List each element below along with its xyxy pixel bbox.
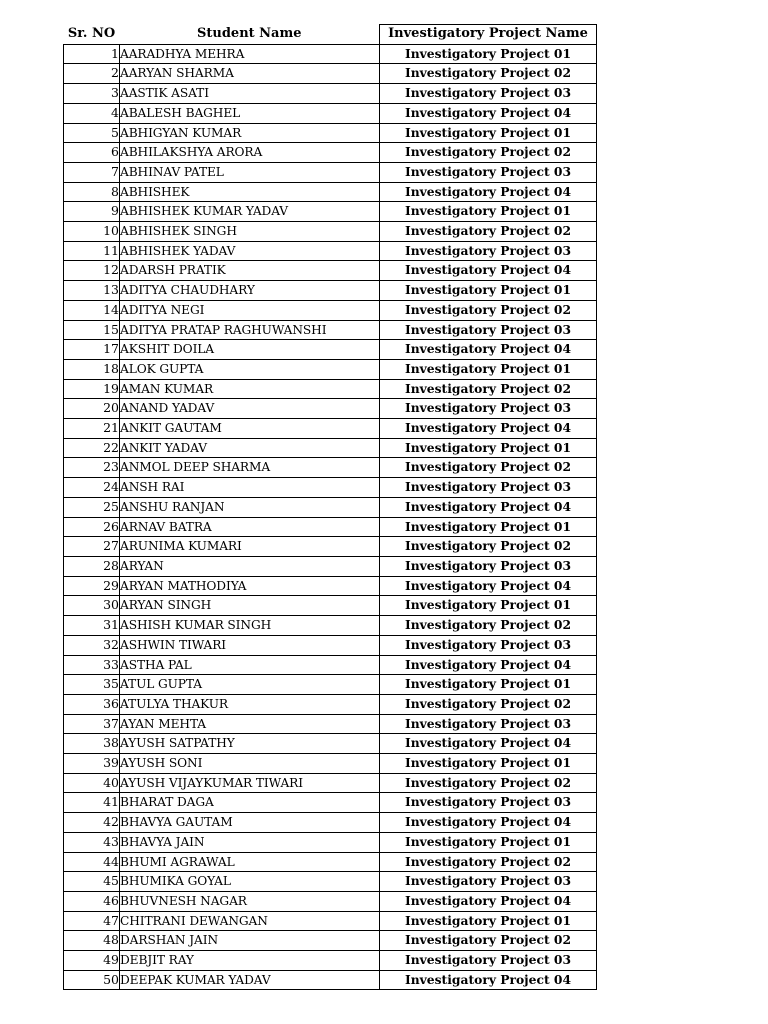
table-row: [64, 872, 597, 892]
table-row: [64, 596, 597, 616]
table-row: [64, 202, 597, 222]
project-name-cell: Investigatory Project 03: [380, 951, 597, 971]
table-row: [64, 970, 597, 990]
student-name-cell: ARYAN MATHODIYA: [120, 576, 380, 596]
table-row: [64, 734, 597, 754]
sr-no-cell: 8: [64, 182, 120, 202]
sr-no-cell: 37: [64, 714, 120, 734]
project-name-cell: Investigatory Project 04: [380, 182, 597, 202]
sr-no-cell: 32: [64, 635, 120, 655]
sr-no-cell: 45: [64, 872, 120, 892]
table-row: [64, 556, 597, 576]
sr-no-cell: 26: [64, 517, 120, 537]
student-name-cell: BHUVNESH NAGAR: [120, 891, 380, 911]
student-name-cell: AARYAN SHARMA: [120, 64, 380, 84]
student-name-cell: ARUNIMA KUMARI: [120, 537, 380, 557]
table-row: [64, 182, 597, 202]
header-row: [64, 25, 597, 45]
table-row: [64, 852, 597, 872]
sr-no-cell: 7: [64, 162, 120, 182]
student-name-cell: ANMOL DEEP SHARMA: [120, 458, 380, 478]
project-name-cell: Investigatory Project 03: [380, 320, 597, 340]
student-name-cell: ABHISHEK: [120, 182, 380, 202]
student-name-cell: ARNAV BATRA: [120, 517, 380, 537]
table-row: [64, 281, 597, 301]
table-row: [64, 832, 597, 852]
student-name-cell: ABALESH BAGHEL: [120, 103, 380, 123]
sr-no-cell: 43: [64, 832, 120, 852]
student-name-cell: ASTHA PAL: [120, 655, 380, 675]
sr-no-cell: 4: [64, 103, 120, 123]
project-name-cell: Investigatory Project 01: [380, 517, 597, 537]
table-row: [64, 517, 597, 537]
table-row: [64, 911, 597, 931]
project-name-cell: Investigatory Project 02: [380, 300, 597, 320]
table-row: [64, 64, 597, 84]
project-name-cell: Investigatory Project 04: [380, 103, 597, 123]
project-name-cell: Investigatory Project 03: [380, 556, 597, 576]
project-name-cell: Investigatory Project 02: [380, 379, 597, 399]
project-name-cell: Investigatory Project 03: [380, 714, 597, 734]
sr-no-cell: 2: [64, 64, 120, 84]
table-row: [64, 951, 597, 971]
student-name-cell: BHAVYA GAUTAM: [120, 813, 380, 833]
student-name-cell: ARYAN: [120, 556, 380, 576]
table-row: [64, 44, 597, 64]
project-name-cell: Investigatory Project 04: [380, 576, 597, 596]
project-name-cell: Investigatory Project 01: [380, 675, 597, 695]
project-name-cell: Investigatory Project 02: [380, 773, 597, 793]
project-name-cell: Investigatory Project 02: [380, 852, 597, 872]
project-allocation-sheet: [63, 24, 597, 990]
table-row: [64, 537, 597, 557]
table-row: [64, 931, 597, 951]
sr-no-cell: 41: [64, 793, 120, 813]
project-name-cell: Investigatory Project 04: [380, 497, 597, 517]
sr-no-cell: 12: [64, 261, 120, 281]
table-row: [64, 320, 597, 340]
project-name-cell: Investigatory Project 02: [380, 931, 597, 951]
project-name-cell: Investigatory Project 01: [380, 123, 597, 143]
sr-no-column-header: Sr. NO: [67, 25, 116, 41]
student-name-cell: ANAND YADAV: [120, 399, 380, 419]
table-row: [64, 419, 597, 439]
student-name-cell: BHUMI AGRAWAL: [120, 852, 380, 872]
student-name-cell: ADARSH PRATIK: [120, 261, 380, 281]
project-name-cell: Investigatory Project 03: [380, 478, 597, 498]
student-name-cell: ASHWIN TIWARI: [120, 635, 380, 655]
project-name-cell: Investigatory Project 03: [380, 162, 597, 182]
sr-no-cell: 9: [64, 202, 120, 222]
table-row: [64, 655, 597, 675]
sr-no-cell: 1: [64, 44, 120, 64]
sr-no-cell: 28: [64, 556, 120, 576]
sr-no-cell: 15: [64, 320, 120, 340]
project-name-cell: Investigatory Project 02: [380, 694, 597, 714]
table-row: [64, 714, 597, 734]
table-row: [64, 754, 597, 774]
sr-no-cell: 30: [64, 596, 120, 616]
project-name-cell: Investigatory Project 04: [380, 891, 597, 911]
student-name-cell: AYUSH VIJAYKUMAR TIWARI: [120, 773, 380, 793]
project-name-cell: Investigatory Project 01: [380, 911, 597, 931]
project-name-cell: Investigatory Project 01: [380, 438, 597, 458]
sr-no-cell: 6: [64, 143, 120, 163]
student-name-cell: ATUL GUPTA: [120, 675, 380, 695]
project-name-cell: Investigatory Project 03: [380, 793, 597, 813]
sr-no-cell: 11: [64, 241, 120, 261]
student-name-cell: ASHISH KUMAR SINGH: [120, 616, 380, 636]
student-name-cell: ADITYA CHAUDHARY: [120, 281, 380, 301]
project-name-cell: Investigatory Project 04: [380, 655, 597, 675]
table-row: [64, 773, 597, 793]
table-row: [64, 616, 597, 636]
sr-no-cell: 25: [64, 497, 120, 517]
student-name-cell: ALOK GUPTA: [120, 359, 380, 379]
table-row: [64, 793, 597, 813]
table-row: [64, 359, 597, 379]
table-body: [64, 44, 597, 990]
student-name-cell: ANKIT YADAV: [120, 438, 380, 458]
project-allocation-table: [63, 24, 597, 990]
project-name-cell: Investigatory Project 01: [380, 359, 597, 379]
sr-no-cell: 13: [64, 281, 120, 301]
project-name-cell: Investigatory Project 02: [380, 537, 597, 557]
sr-no-cell: 24: [64, 478, 120, 498]
student-name-cell: ATULYA THAKUR: [120, 694, 380, 714]
student-name-cell: ARYAN SINGH: [120, 596, 380, 616]
sr-no-cell: 10: [64, 222, 120, 242]
table-row: [64, 478, 597, 498]
sr-no-cell: 21: [64, 419, 120, 439]
student-name-cell: ANKIT GAUTAM: [120, 419, 380, 439]
table-row: [64, 300, 597, 320]
student-name-cell: ABHIGYAN KUMAR: [120, 123, 380, 143]
project-name-cell: Investigatory Project 04: [380, 813, 597, 833]
table-row: [64, 84, 597, 104]
sr-no-cell: 29: [64, 576, 120, 596]
student-name-column-header: Student Name: [196, 25, 302, 41]
student-name-cell: DEBJIT RAY: [120, 951, 380, 971]
table-row: [64, 123, 597, 143]
project-name-cell: Investigatory Project 01: [380, 202, 597, 222]
project-name-cell: Investigatory Project 03: [380, 84, 597, 104]
table-row: [64, 458, 597, 478]
project-name-cell: Investigatory Project 01: [380, 754, 597, 774]
student-name-cell: BHARAT DAGA: [120, 793, 380, 813]
student-name-cell: AYAN MEHTA: [120, 714, 380, 734]
project-name-column-header: Investigatory Project Name: [380, 25, 597, 45]
project-name-cell: Investigatory Project 02: [380, 222, 597, 242]
sr-no-cell: 33: [64, 655, 120, 675]
table-row: [64, 399, 597, 419]
sr-no-cell: 49: [64, 951, 120, 971]
project-name-cell: Investigatory Project 04: [380, 261, 597, 281]
sr-no-cell: 17: [64, 340, 120, 360]
table-row: [64, 261, 597, 281]
sr-no-cell: 40: [64, 773, 120, 793]
sr-no-cell: 14: [64, 300, 120, 320]
project-name-cell: Investigatory Project 01: [380, 596, 597, 616]
sr-no-cell: 36: [64, 694, 120, 714]
student-name-cell: ABHISHEK KUMAR YADAV: [120, 202, 380, 222]
sr-no-cell: 46: [64, 891, 120, 911]
sr-no-cell: 3: [64, 84, 120, 104]
table-row: [64, 103, 597, 123]
sr-no-cell: 50: [64, 970, 120, 990]
table-row: [64, 438, 597, 458]
project-name-cell: Investigatory Project 01: [380, 281, 597, 301]
project-name-cell: Investigatory Project 02: [380, 64, 597, 84]
project-name-cell: Investigatory Project 02: [380, 616, 597, 636]
table-row: [64, 891, 597, 911]
table-row: [64, 675, 597, 695]
student-name-cell: CHITRANI DEWANGAN: [120, 911, 380, 931]
table-row: [64, 694, 597, 714]
student-name-cell: AYUSH SATPATHY: [120, 734, 380, 754]
sr-no-cell: 31: [64, 616, 120, 636]
student-name-cell: BHAVYA JAIN: [120, 832, 380, 852]
sr-no-cell: 42: [64, 813, 120, 833]
student-name-cell: ABHILAKSHYA ARORA: [120, 143, 380, 163]
sr-no-cell: 19: [64, 379, 120, 399]
project-name-cell: Investigatory Project 01: [380, 44, 597, 64]
project-name-cell: Investigatory Project 04: [380, 419, 597, 439]
student-name-cell: AARADHYA MEHRA: [120, 44, 380, 64]
project-name-cell: Investigatory Project 03: [380, 872, 597, 892]
table-row: [64, 241, 597, 261]
project-name-cell: Investigatory Project 04: [380, 734, 597, 754]
student-name-cell: AASTIK ASATI: [120, 84, 380, 104]
project-name-cell: Investigatory Project 03: [380, 241, 597, 261]
student-name-cell: ABHINAV PATEL: [120, 162, 380, 182]
table-header: [64, 25, 597, 45]
student-name-cell: ADITYA PRATAP RAGHUWANSHI: [120, 320, 380, 340]
sr-no-cell: 27: [64, 537, 120, 557]
table-row: [64, 222, 597, 242]
project-name-cell: Investigatory Project 01: [380, 832, 597, 852]
sr-no-cell: 44: [64, 852, 120, 872]
table-row: [64, 379, 597, 399]
table-row: [64, 497, 597, 517]
sr-no-cell: 23: [64, 458, 120, 478]
sr-no-cell: 18: [64, 359, 120, 379]
table-row: [64, 340, 597, 360]
table-row: [64, 162, 597, 182]
sr-no-cell: 38: [64, 734, 120, 754]
sr-no-cell: 20: [64, 399, 120, 419]
student-name-cell: ANSHU RANJAN: [120, 497, 380, 517]
student-name-cell: DEEPAK KUMAR YADAV: [120, 970, 380, 990]
project-name-cell: Investigatory Project 02: [380, 458, 597, 478]
table-row: [64, 635, 597, 655]
student-name-cell: ABHISHEK SINGH: [120, 222, 380, 242]
sr-no-cell: 22: [64, 438, 120, 458]
project-name-cell: Investigatory Project 02: [380, 143, 597, 163]
project-name-cell: Investigatory Project 03: [380, 635, 597, 655]
sr-no-cell: 48: [64, 931, 120, 951]
student-name-cell: ANSH RAI: [120, 478, 380, 498]
sr-no-cell: 5: [64, 123, 120, 143]
table-row: [64, 813, 597, 833]
student-name-cell: DARSHAN JAIN: [120, 931, 380, 951]
table-row: [64, 143, 597, 163]
project-name-cell: Investigatory Project 04: [380, 340, 597, 360]
table-row: [64, 576, 597, 596]
sr-no-cell: 39: [64, 754, 120, 774]
student-name-cell: ABHISHEK YADAV: [120, 241, 380, 261]
student-name-cell: AYUSH SONI: [120, 754, 380, 774]
project-name-cell: Investigatory Project 04: [380, 970, 597, 990]
project-name-cell: Investigatory Project 03: [380, 399, 597, 419]
student-name-cell: BHUMIKA GOYAL: [120, 872, 380, 892]
student-name-cell: ADITYA NEGI: [120, 300, 380, 320]
sr-no-cell: 35: [64, 675, 120, 695]
student-name-cell: AMAN KUMAR: [120, 379, 380, 399]
sr-no-cell: 47: [64, 911, 120, 931]
student-name-cell: AKSHIT DOILA: [120, 340, 380, 360]
